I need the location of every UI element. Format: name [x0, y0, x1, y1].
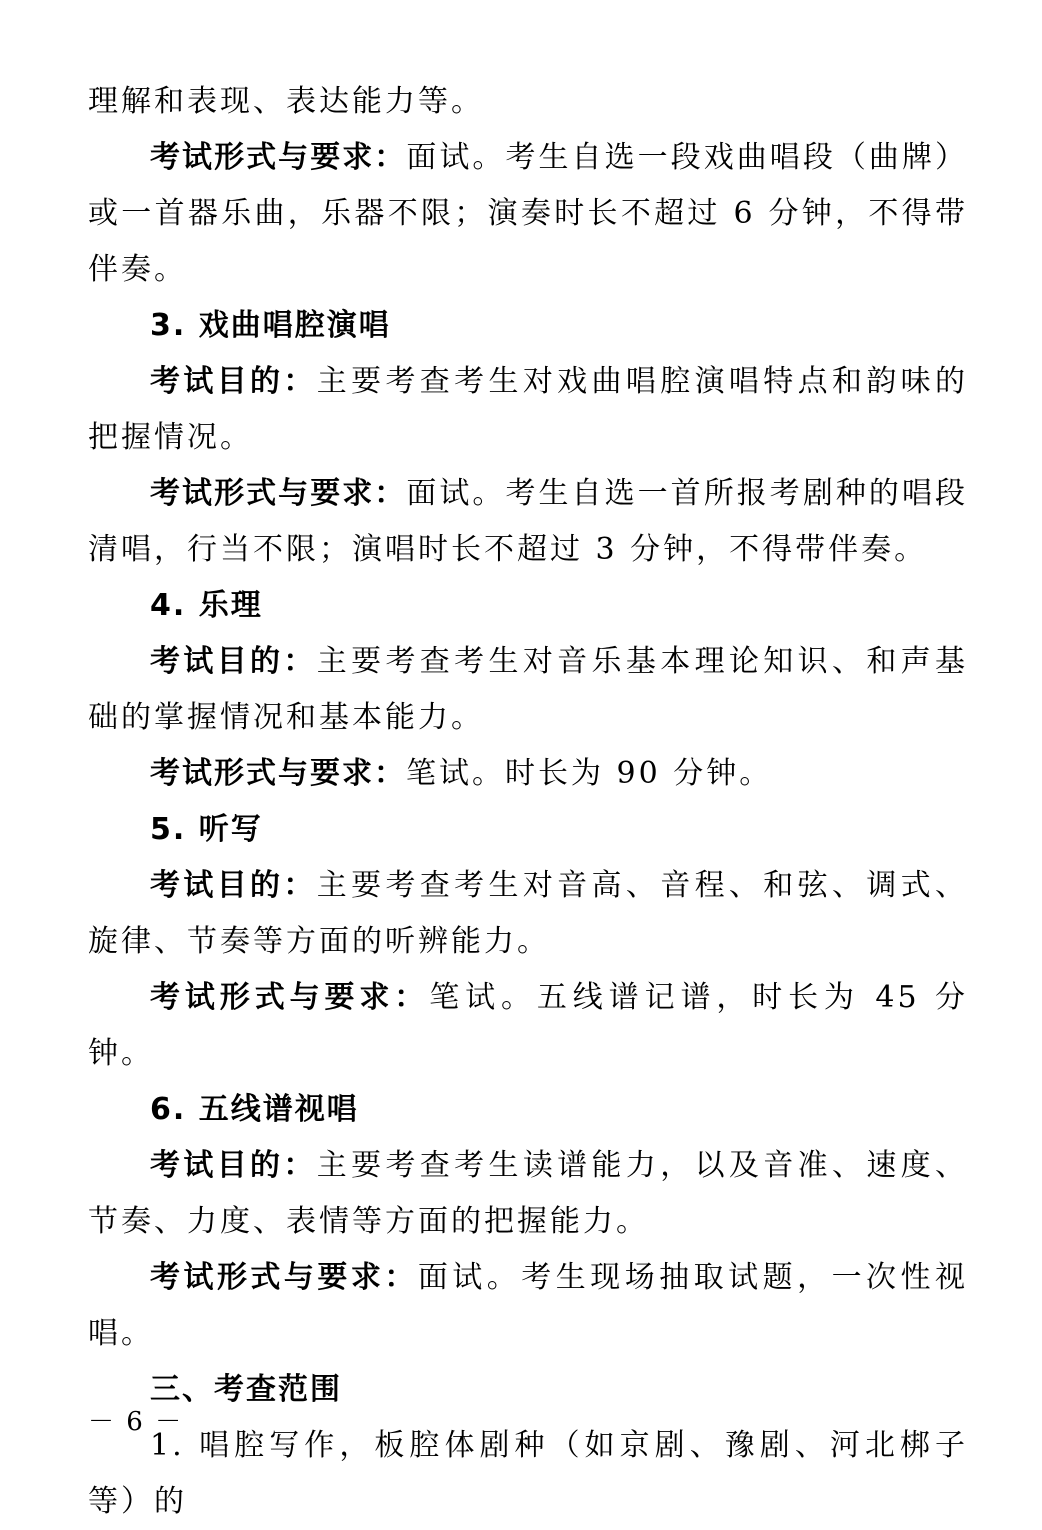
- section-heading: [88, 1362, 968, 1418]
- paragraph-lead-label: 考试形式与要求：: [150, 140, 407, 175]
- paragraph-text: 主要考查考生对音高、音程、和弦、调式、旋律、节奏等方面的听辨能力。: [88, 868, 969, 959]
- paragraph-lead-label: 考试形式与要求：: [150, 476, 407, 511]
- paragraph-lead-label: 考试目的：: [150, 1148, 317, 1183]
- page-number: － 6 －: [88, 1407, 184, 1437]
- paragraph-text: 笔试。时长为 90 分钟。: [406, 756, 773, 791]
- paragraph-text: 笔试。五线谱记谱，时长为 45 分钟。: [88, 980, 969, 1071]
- paragraph: [88, 858, 968, 970]
- paragraph-text: 6. 五线谱视唱: [150, 1092, 359, 1127]
- paragraph: [88, 634, 968, 746]
- paragraph: [88, 746, 968, 802]
- paragraph: [88, 1418, 968, 1530]
- paragraph-lead-label: 考试目的：: [150, 644, 317, 679]
- paragraph: [88, 130, 968, 298]
- paragraph: [88, 1250, 968, 1362]
- paragraph-text: 主要考查考生对音乐基本理论知识、和声基础的掌握情况和基本能力。: [88, 644, 969, 735]
- paragraph-text: 三、考查范围: [150, 1372, 342, 1407]
- paragraph: [88, 74, 968, 130]
- document-body: [88, 74, 968, 1530]
- paragraph-text: 面试。考生现场抽取试题，一次性视唱。: [88, 1260, 969, 1351]
- paragraph-text: 理解和表现、表达能力等。: [88, 84, 484, 119]
- paragraph-text: 面试。考生自选一首所报考剧种的唱段清唱，行当不限；演唱时长不超过 3 分钟，不得带伴奏。: [88, 476, 969, 567]
- section-heading: [88, 298, 968, 354]
- paragraph: [88, 970, 968, 1082]
- paragraph-text: 主要考查考生对戏曲唱腔演唱特点和韵味的把握情况。: [88, 364, 969, 455]
- paragraph-text: 5. 听写: [150, 812, 263, 847]
- paragraph-lead-label: 考试目的：: [150, 868, 317, 903]
- section-heading: [88, 578, 968, 634]
- paragraph-text: 1. 唱腔写作，板腔体剧种（如京剧、豫剧、河北梆子等）的: [88, 1428, 968, 1519]
- paragraph-text: 主要考查考生读谱能力，以及音准、速度、节奏、力度、表情等方面的把握能力。: [88, 1148, 969, 1239]
- paragraph-lead-label: 考试目的：: [150, 364, 317, 399]
- paragraph: [88, 354, 968, 466]
- paragraph-text: 3. 戏曲唱腔演唱: [150, 308, 391, 343]
- paragraph-lead-label: 考试形式与要求：: [150, 1260, 418, 1295]
- paragraph: [88, 1138, 968, 1250]
- paragraph-lead-label: 考试形式与要求：: [150, 980, 430, 1015]
- section-heading: [88, 802, 968, 858]
- paragraph-text: 4. 乐理: [150, 588, 263, 623]
- paragraph-text: 面试。考生自选一段戏曲唱段（曲牌）或一首器乐曲，乐器不限；演奏时长不超过 6 分钟，不得带伴奏。: [88, 140, 969, 287]
- paragraph-lead-label: 考试形式与要求：: [150, 756, 406, 791]
- section-heading: [88, 1082, 968, 1138]
- paragraph: [88, 466, 968, 578]
